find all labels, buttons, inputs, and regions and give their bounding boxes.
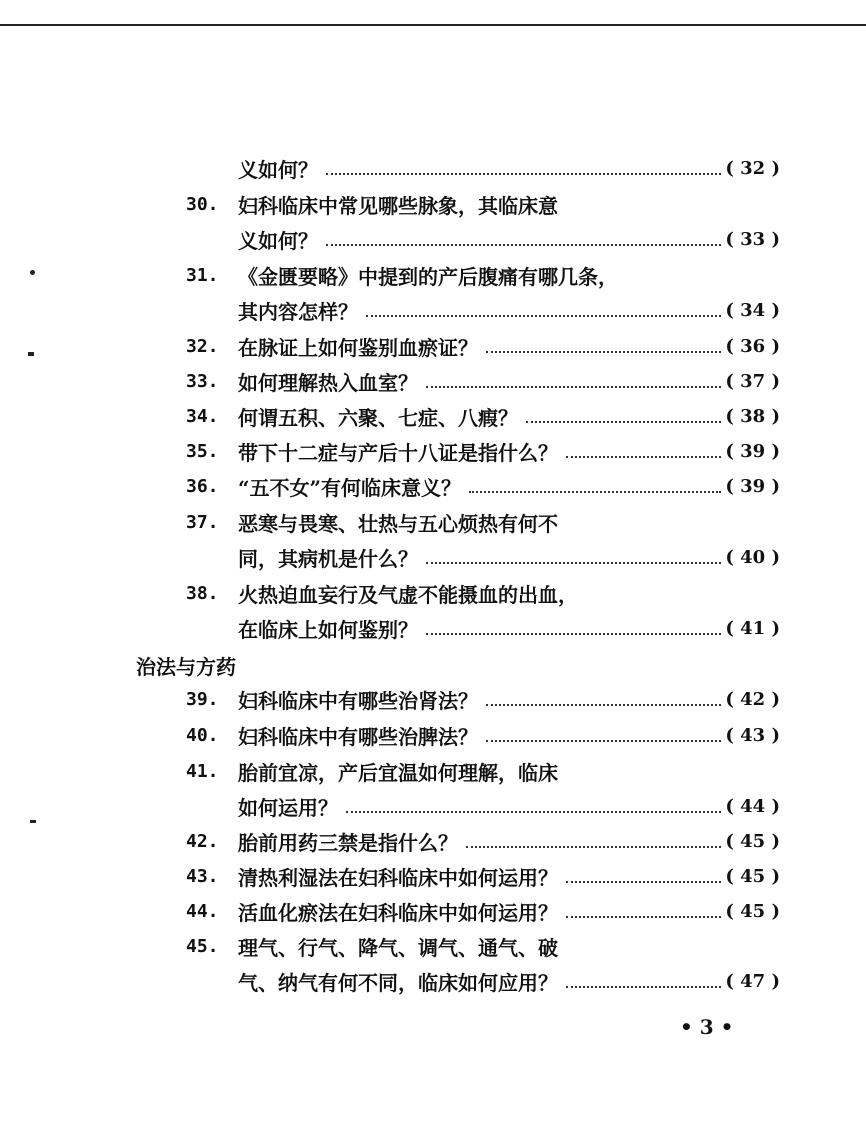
dot-leader	[346, 811, 721, 813]
entry-page-ref: ( 37 )	[725, 370, 780, 392]
entry-number: 36.	[186, 475, 219, 497]
entry-number: 32.	[186, 335, 219, 357]
toc-entry-line	[186, 153, 780, 183]
scan-speck	[28, 352, 34, 356]
entry-page-ref: ( 32 )	[725, 157, 780, 179]
entry-page-ref: ( 38 )	[725, 405, 780, 427]
entry-page-ref: ( 43 )	[725, 724, 780, 746]
toc-entry-line	[186, 507, 780, 537]
entry-title: 在脉证上如何鉴别血瘀证？	[238, 335, 478, 360]
entry-page-ref: ( 45 )	[725, 830, 780, 852]
dot-leader	[486, 351, 721, 353]
entry-title: 妇科临床中有哪些治肾法？	[238, 688, 478, 713]
entry-page-ref: ( 42 )	[725, 688, 780, 710]
toc-entry-line	[186, 684, 780, 714]
entry-page-ref: ( 34 )	[725, 299, 780, 321]
entry-page-ref: ( 47 )	[725, 970, 780, 992]
toc-entry-line	[186, 613, 780, 643]
toc-entry-line	[186, 401, 780, 431]
entry-number: 40.	[186, 724, 219, 746]
section-heading: 治法与方药	[136, 655, 236, 679]
dot-leader	[426, 562, 721, 564]
toc-entry-line	[186, 756, 780, 786]
entry-title: 《金匮要略》中提到的产后腹痛有哪几条，	[238, 264, 618, 289]
entry-title: 其内容怎样？	[238, 299, 358, 324]
entry-number: 39.	[186, 688, 219, 710]
entry-number: 38.	[186, 582, 219, 604]
entry-number: 41.	[186, 760, 219, 782]
dot-leader	[426, 633, 721, 635]
entry-page-ref: ( 39 )	[725, 475, 780, 497]
toc-entry-line	[186, 224, 780, 254]
dot-leader	[326, 173, 721, 175]
entry-title: 带下十二症与产后十八证是指什么？	[238, 440, 558, 465]
toc-entry-line	[186, 542, 780, 572]
page-top-rule	[0, 24, 866, 26]
entry-number: 37.	[186, 511, 219, 533]
page-number: • 3 •	[680, 1015, 734, 1039]
entry-page-ref: ( 33 )	[725, 228, 780, 250]
entry-title: 胎前宜凉，产后宜温如何理解，临床	[238, 760, 558, 785]
entry-title: “五不女”有何临床意义？	[238, 475, 462, 500]
toc-entry-line	[186, 436, 780, 466]
entry-number: 30.	[186, 193, 219, 215]
dot-leader	[469, 491, 721, 493]
entry-page-ref: ( 45 )	[725, 900, 780, 922]
entry-title: 妇科临床中常见哪些脉象，其临床意	[238, 193, 558, 218]
entry-title: 同，其病机是什么？	[238, 546, 418, 571]
toc-entry-line	[186, 791, 780, 821]
entry-number: 34.	[186, 405, 219, 427]
entry-page-ref: ( 40 )	[725, 546, 780, 568]
scan-speck	[30, 820, 36, 823]
dot-leader	[366, 315, 721, 317]
entry-title: 何谓五积、六聚、七症、八瘕？	[238, 405, 518, 430]
dot-leader	[486, 740, 721, 742]
dot-leader	[526, 421, 721, 423]
entry-number: 43.	[186, 865, 219, 887]
toc-entry-line	[186, 966, 780, 996]
entry-page-ref: ( 36 )	[725, 335, 780, 357]
entry-title: 气、纳气有何不同，临床如何应用？	[238, 970, 558, 995]
entry-title: 在临床上如何鉴别？	[238, 617, 418, 642]
entry-number: 35.	[186, 440, 219, 462]
entry-title: 义如何？	[238, 228, 318, 253]
entry-title: 火热迫血妄行及气虚不能摄血的出血，	[238, 582, 578, 607]
entry-page-ref: ( 41 )	[725, 617, 780, 639]
dot-leader	[466, 846, 721, 848]
entry-title: 如何理解热入血室？	[238, 370, 418, 395]
toc-entry-line	[186, 471, 780, 501]
dot-leader	[326, 244, 721, 246]
entry-title: 活血化瘀法在妇科临床中如何运用？	[238, 900, 558, 925]
entry-title: 如何运用？	[238, 795, 338, 820]
entry-number: 45.	[186, 935, 219, 957]
toc-entry-line	[186, 896, 780, 926]
entry-title: 恶寒与畏寒、壮热与五心烦热有何不	[238, 511, 558, 536]
dot-leader	[486, 704, 721, 706]
dot-leader	[566, 456, 721, 458]
dot-leader	[566, 881, 721, 883]
dot-leader	[566, 916, 721, 918]
toc-entry-line	[186, 331, 780, 361]
scan-speck	[30, 270, 35, 275]
entry-page-ref: ( 45 )	[725, 865, 780, 887]
dot-leader	[426, 386, 721, 388]
entry-page-ref: ( 39 )	[725, 440, 780, 462]
entry-title: 理气、行气、降气、调气、通气、破	[238, 935, 558, 960]
entry-number: 33.	[186, 370, 219, 392]
dot-leader	[566, 986, 721, 988]
entry-number: 44.	[186, 900, 219, 922]
entry-title: 胎前用药三禁是指什么？	[238, 830, 458, 855]
toc-entry-line	[186, 720, 780, 750]
toc-entry-line	[186, 189, 780, 219]
toc-entry-line	[186, 826, 780, 856]
toc-entry-line	[186, 295, 780, 325]
entry-title: 义如何？	[238, 157, 318, 182]
entry-number: 31.	[186, 264, 219, 286]
entry-number: 42.	[186, 830, 219, 852]
toc-entry-line	[186, 366, 780, 396]
toc-entry-line	[186, 578, 780, 608]
toc-entry-line	[186, 861, 780, 891]
toc-entry-line	[186, 931, 780, 961]
toc-entry-line	[186, 260, 780, 290]
entry-title: 妇科临床中有哪些治脾法？	[238, 724, 478, 749]
entry-title: 清热利湿法在妇科临床中如何运用？	[238, 865, 558, 890]
entry-page-ref: ( 44 )	[725, 795, 780, 817]
